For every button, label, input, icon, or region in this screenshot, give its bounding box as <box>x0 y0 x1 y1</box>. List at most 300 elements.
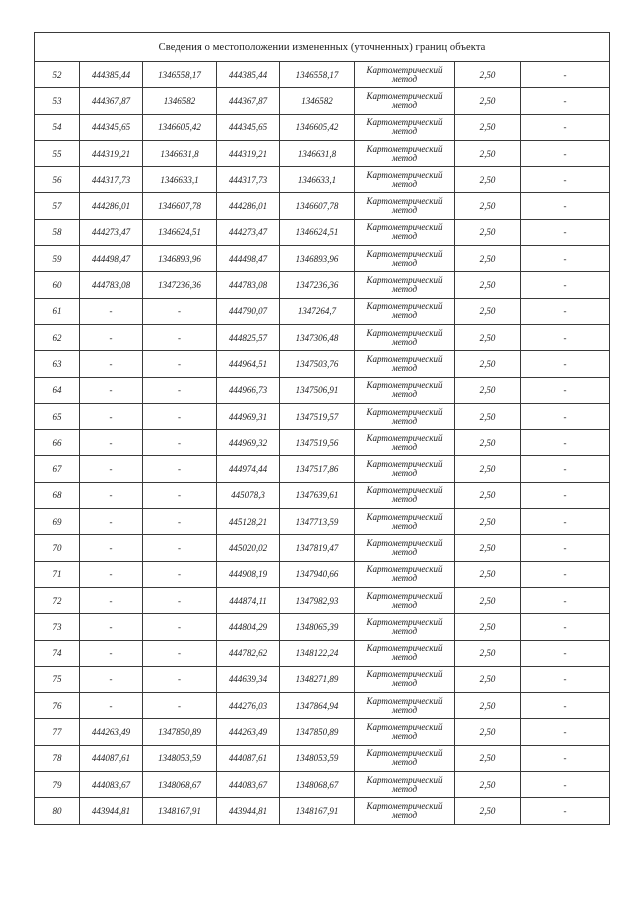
description-cell: - <box>521 719 610 745</box>
method-cell <box>355 482 455 508</box>
description-cell: - <box>521 193 610 219</box>
method-cell <box>355 324 455 350</box>
existing-y-cell: 1346633,1 <box>143 167 217 193</box>
method-label-line2: метод <box>391 415 418 426</box>
table-row <box>35 614 610 640</box>
method-cell <box>355 509 455 535</box>
existing-x-cell: 444263,49 <box>80 719 143 745</box>
method-label-line1: Картометрический <box>366 459 443 470</box>
existing-x-cell: - <box>80 640 143 666</box>
accuracy-cell: 2,50 <box>455 640 521 666</box>
method-cell <box>355 640 455 666</box>
refined-y-cell: 1347264,7 <box>280 298 355 324</box>
existing-y-cell: 1346582 <box>143 88 217 114</box>
method-label-line1: Картометрический <box>366 643 443 654</box>
description-cell: - <box>521 482 610 508</box>
description-cell: - <box>521 62 610 88</box>
description-cell: - <box>521 745 610 771</box>
point-number-cell: 79 <box>35 772 80 798</box>
existing-y-cell: 1348068,67 <box>143 772 217 798</box>
refined-y-cell: 1348053,59 <box>280 745 355 771</box>
table-row <box>35 219 610 245</box>
table-row <box>35 719 610 745</box>
refined-x-cell: 444345,65 <box>217 114 280 140</box>
table-row <box>35 640 610 666</box>
existing-x-cell: - <box>80 693 143 719</box>
refined-y-cell: 1347503,76 <box>280 351 355 377</box>
method-label-line1: Картометрический <box>366 406 443 417</box>
description-cell: - <box>521 666 610 692</box>
point-number-cell: 63 <box>35 351 80 377</box>
method-label-line2: метод <box>391 362 418 373</box>
point-number-cell: 64 <box>35 377 80 403</box>
description-cell: - <box>521 430 610 456</box>
method-label-line2: метод <box>391 573 418 584</box>
method-label-line2: метод <box>391 231 418 242</box>
point-number-cell: 58 <box>35 219 80 245</box>
point-number-cell: 65 <box>35 403 80 429</box>
point-number-cell: 56 <box>35 167 80 193</box>
point-number-cell: 68 <box>35 482 80 508</box>
refined-x-cell: 444969,32 <box>217 430 280 456</box>
refined-y-cell: 1348068,67 <box>280 772 355 798</box>
existing-y-cell: 1346605,42 <box>143 114 217 140</box>
method-label-line2: метод <box>391 310 418 321</box>
method-cell <box>355 167 455 193</box>
existing-y-cell: 1348167,91 <box>143 798 217 824</box>
method-label-line2: метод <box>391 73 418 84</box>
accuracy-cell: 2,50 <box>455 535 521 561</box>
accuracy-cell: 2,50 <box>455 693 521 719</box>
method-label-line1: Картометрический <box>366 380 443 391</box>
method-label-line1: Картометрический <box>366 64 443 75</box>
refined-x-cell: 445020,02 <box>217 535 280 561</box>
method-label-line1: Картометрический <box>366 695 443 706</box>
point-number-cell: 61 <box>35 298 80 324</box>
method-cell <box>355 219 455 245</box>
refined-y-cell: 1347982,93 <box>280 587 355 613</box>
accuracy-cell: 2,50 <box>455 614 521 640</box>
refined-y-cell: 1348065,39 <box>280 614 355 640</box>
existing-x-cell: 444087,61 <box>80 745 143 771</box>
existing-x-cell: - <box>80 403 143 429</box>
description-cell: - <box>521 640 610 666</box>
accuracy-cell: 2,50 <box>455 798 521 824</box>
existing-x-cell: 444317,73 <box>80 167 143 193</box>
existing-x-cell: 444498,47 <box>80 246 143 272</box>
table-row <box>35 666 610 692</box>
method-label-line1: Картометрический <box>366 511 443 522</box>
description-cell: - <box>521 167 610 193</box>
method-label-line2: метод <box>391 205 418 216</box>
method-cell <box>355 193 455 219</box>
table-row <box>35 298 610 324</box>
method-label-line2: метод <box>391 783 418 794</box>
refined-x-cell: 445128,21 <box>217 509 280 535</box>
method-label-line2: метод <box>391 389 418 400</box>
accuracy-cell: 2,50 <box>455 62 521 88</box>
method-label-line2: метод <box>391 757 418 768</box>
method-label-line2: метод <box>391 336 418 347</box>
refined-x-cell: 444966,73 <box>217 377 280 403</box>
existing-x-cell: - <box>80 614 143 640</box>
refined-x-cell: 444263,49 <box>217 719 280 745</box>
description-cell: - <box>521 88 610 114</box>
method-label-line2: метод <box>391 494 418 505</box>
table-title-row <box>35 33 610 62</box>
existing-x-cell: 444286,01 <box>80 193 143 219</box>
table-row <box>35 798 610 824</box>
method-label-line2: метод <box>391 441 418 452</box>
table-row <box>35 693 610 719</box>
refined-x-cell: 444639,34 <box>217 666 280 692</box>
table-row <box>35 403 610 429</box>
method-label-line1: Картометрический <box>366 117 443 128</box>
point-number-cell: 70 <box>35 535 80 561</box>
point-number-cell: 55 <box>35 140 80 166</box>
refined-y-cell: 1347639,61 <box>280 482 355 508</box>
method-cell <box>355 456 455 482</box>
point-number-cell: 72 <box>35 587 80 613</box>
description-cell: - <box>521 587 610 613</box>
point-number-cell: 52 <box>35 62 80 88</box>
refined-x-cell: 444286,01 <box>217 193 280 219</box>
method-cell <box>355 430 455 456</box>
accuracy-cell: 2,50 <box>455 772 521 798</box>
description-cell: - <box>521 535 610 561</box>
refined-y-cell: 1346633,1 <box>280 167 355 193</box>
existing-x-cell: - <box>80 324 143 350</box>
method-cell <box>355 246 455 272</box>
existing-x-cell: - <box>80 535 143 561</box>
method-label-line2: метод <box>391 809 418 820</box>
method-label-line2: метод <box>391 546 418 557</box>
existing-x-cell: 443944,81 <box>80 798 143 824</box>
refined-y-cell: 1346582 <box>280 88 355 114</box>
method-label-line2: метод <box>391 126 418 137</box>
table-row <box>35 114 610 140</box>
refined-x-cell: 444367,87 <box>217 88 280 114</box>
existing-x-cell: 444319,21 <box>80 140 143 166</box>
description-cell: - <box>521 509 610 535</box>
method-cell <box>355 666 455 692</box>
refined-x-cell: 444804,29 <box>217 614 280 640</box>
point-number-cell: 80 <box>35 798 80 824</box>
existing-x-cell: 444345,65 <box>80 114 143 140</box>
existing-y-cell: - <box>143 324 217 350</box>
point-number-cell: 69 <box>35 509 80 535</box>
method-cell <box>355 298 455 324</box>
accuracy-cell: 2,50 <box>455 456 521 482</box>
accuracy-cell: 2,50 <box>455 719 521 745</box>
accuracy-cell: 2,50 <box>455 88 521 114</box>
existing-y-cell: - <box>143 561 217 587</box>
existing-y-cell: - <box>143 693 217 719</box>
point-number-cell: 59 <box>35 246 80 272</box>
point-number-cell: 53 <box>35 88 80 114</box>
existing-y-cell: - <box>143 614 217 640</box>
existing-y-cell: - <box>143 535 217 561</box>
existing-x-cell: - <box>80 298 143 324</box>
method-cell <box>355 62 455 88</box>
refined-x-cell: 445078,3 <box>217 482 280 508</box>
existing-x-cell: - <box>80 587 143 613</box>
refined-x-cell: 444964,51 <box>217 351 280 377</box>
method-label-line2: метод <box>391 678 418 689</box>
method-cell <box>355 561 455 587</box>
method-label-line2: метод <box>391 652 418 663</box>
method-label-line1: Картометрический <box>366 590 443 601</box>
point-number-cell: 76 <box>35 693 80 719</box>
method-cell <box>355 587 455 613</box>
method-cell <box>355 403 455 429</box>
method-cell <box>355 719 455 745</box>
method-cell <box>355 377 455 403</box>
existing-y-cell: 1346607,78 <box>143 193 217 219</box>
refined-x-cell: 444974,44 <box>217 456 280 482</box>
refined-y-cell: 1347850,89 <box>280 719 355 745</box>
method-label-line1: Картометрический <box>366 275 443 286</box>
description-cell: - <box>521 693 610 719</box>
method-label-line1: Картометрический <box>366 537 443 548</box>
method-label-line1: Картометрический <box>366 353 443 364</box>
refined-x-cell: 444385,44 <box>217 62 280 88</box>
table-row <box>35 745 610 771</box>
table-row <box>35 456 610 482</box>
table-row <box>35 430 610 456</box>
refined-x-cell: 444083,67 <box>217 772 280 798</box>
accuracy-cell: 2,50 <box>455 377 521 403</box>
table-row <box>35 140 610 166</box>
method-label-line1: Картометрический <box>366 90 443 101</box>
accuracy-cell: 2,50 <box>455 587 521 613</box>
accuracy-cell: 2,50 <box>455 246 521 272</box>
method-cell <box>355 745 455 771</box>
table-row <box>35 772 610 798</box>
existing-y-cell: - <box>143 456 217 482</box>
point-number-cell: 74 <box>35 640 80 666</box>
method-label-line1: Картометрический <box>366 301 443 312</box>
refined-x-cell: 444874,11 <box>217 587 280 613</box>
method-cell <box>355 140 455 166</box>
refined-x-cell: 444498,47 <box>217 246 280 272</box>
refined-x-cell: 444783,08 <box>217 272 280 298</box>
existing-y-cell: - <box>143 377 217 403</box>
table-row <box>35 509 610 535</box>
method-label-line1: Картометрический <box>366 774 443 785</box>
method-label-line2: метод <box>391 704 418 715</box>
existing-y-cell: - <box>143 666 217 692</box>
existing-y-cell: - <box>143 298 217 324</box>
accuracy-cell: 2,50 <box>455 482 521 508</box>
method-label-line2: метод <box>391 468 418 479</box>
method-label-line2: метод <box>391 99 418 110</box>
refined-y-cell: 1346607,78 <box>280 193 355 219</box>
method-label-line1: Картометрический <box>366 432 443 443</box>
existing-y-cell: 1346558,17 <box>143 62 217 88</box>
description-cell: - <box>521 377 610 403</box>
method-label-line2: метод <box>391 178 418 189</box>
refined-x-cell: 444790,07 <box>217 298 280 324</box>
method-label-line1: Картометрический <box>366 722 443 733</box>
method-label-line1: Картометрический <box>366 748 443 759</box>
existing-y-cell: 1346624,51 <box>143 219 217 245</box>
refined-y-cell: 1347236,36 <box>280 272 355 298</box>
method-label-line1: Картометрический <box>366 669 443 680</box>
method-label-line1: Картометрический <box>366 248 443 259</box>
accuracy-cell: 2,50 <box>455 219 521 245</box>
accuracy-cell: 2,50 <box>455 298 521 324</box>
method-cell <box>355 535 455 561</box>
method-label-line1: Картометрический <box>366 222 443 233</box>
existing-y-cell: - <box>143 351 217 377</box>
description-cell: - <box>521 324 610 350</box>
point-number-cell: 78 <box>35 745 80 771</box>
existing-x-cell: 444385,44 <box>80 62 143 88</box>
refined-x-cell: 444908,19 <box>217 561 280 587</box>
existing-x-cell: - <box>80 482 143 508</box>
table-row <box>35 246 610 272</box>
description-cell: - <box>521 561 610 587</box>
description-cell: - <box>521 351 610 377</box>
method-label-line1: Картометрический <box>366 327 443 338</box>
point-number-cell: 62 <box>35 324 80 350</box>
method-cell <box>355 351 455 377</box>
table-row <box>35 272 610 298</box>
method-label-line2: метод <box>391 284 418 295</box>
boundary-coordinates-table <box>34 32 610 825</box>
existing-x-cell: - <box>80 561 143 587</box>
table-row <box>35 88 610 114</box>
method-cell <box>355 772 455 798</box>
existing-y-cell: 1346631,8 <box>143 140 217 166</box>
description-cell: - <box>521 219 610 245</box>
method-label-line1: Картометрический <box>366 196 443 207</box>
description-cell: - <box>521 614 610 640</box>
refined-y-cell: 1346631,8 <box>280 140 355 166</box>
existing-x-cell: 444273,47 <box>80 219 143 245</box>
existing-y-cell: - <box>143 430 217 456</box>
refined-x-cell: 444276,03 <box>217 693 280 719</box>
refined-y-cell: 1346624,51 <box>280 219 355 245</box>
existing-y-cell: 1347850,89 <box>143 719 217 745</box>
table-row <box>35 561 610 587</box>
method-label-line2: метод <box>391 257 418 268</box>
refined-x-cell: 444782,62 <box>217 640 280 666</box>
accuracy-cell: 2,50 <box>455 745 521 771</box>
description-cell: - <box>521 246 610 272</box>
existing-x-cell: - <box>80 377 143 403</box>
method-cell <box>355 272 455 298</box>
refined-x-cell: 444317,73 <box>217 167 280 193</box>
table-body <box>35 33 610 825</box>
method-cell <box>355 114 455 140</box>
table-row <box>35 193 610 219</box>
description-cell: - <box>521 298 610 324</box>
refined-x-cell: 443944,81 <box>217 798 280 824</box>
method-label-line1: Картометрический <box>366 800 443 811</box>
refined-y-cell: 1346558,17 <box>280 62 355 88</box>
refined-y-cell: 1346605,42 <box>280 114 355 140</box>
accuracy-cell: 2,50 <box>455 403 521 429</box>
refined-y-cell: 1347519,57 <box>280 403 355 429</box>
method-label-line1: Картометрический <box>366 616 443 627</box>
method-cell <box>355 693 455 719</box>
point-number-cell: 67 <box>35 456 80 482</box>
accuracy-cell: 2,50 <box>455 140 521 166</box>
refined-y-cell: 1347506,91 <box>280 377 355 403</box>
refined-y-cell: 1347713,59 <box>280 509 355 535</box>
method-label-line2: метод <box>391 731 418 742</box>
table-row <box>35 482 610 508</box>
refined-y-cell: 1348271,89 <box>280 666 355 692</box>
table-row <box>35 324 610 350</box>
refined-y-cell: 1347819,47 <box>280 535 355 561</box>
method-cell <box>355 614 455 640</box>
method-label-line1: Картометрический <box>366 143 443 154</box>
accuracy-cell: 2,50 <box>455 193 521 219</box>
refined-x-cell: 444273,47 <box>217 219 280 245</box>
table-row <box>35 167 610 193</box>
existing-y-cell: - <box>143 587 217 613</box>
description-cell: - <box>521 403 610 429</box>
method-label-line1: Картометрический <box>366 169 443 180</box>
point-number-cell: 60 <box>35 272 80 298</box>
method-cell <box>355 88 455 114</box>
accuracy-cell: 2,50 <box>455 561 521 587</box>
method-label-line2: метод <box>391 152 418 163</box>
existing-x-cell: 444083,67 <box>80 772 143 798</box>
method-label-line1: Картометрический <box>366 564 443 575</box>
accuracy-cell: 2,50 <box>455 167 521 193</box>
table-row <box>35 377 610 403</box>
refined-x-cell: 444319,21 <box>217 140 280 166</box>
accuracy-cell: 2,50 <box>455 430 521 456</box>
refined-y-cell: 1347519,56 <box>280 430 355 456</box>
existing-x-cell: - <box>80 430 143 456</box>
refined-y-cell: 1347517,86 <box>280 456 355 482</box>
table-row <box>35 587 610 613</box>
description-cell: - <box>521 114 610 140</box>
point-number-cell: 75 <box>35 666 80 692</box>
refined-x-cell: 444969,31 <box>217 403 280 429</box>
refined-y-cell: 1347940,66 <box>280 561 355 587</box>
existing-y-cell: 1348053,59 <box>143 745 217 771</box>
existing-x-cell: - <box>80 351 143 377</box>
existing-x-cell: - <box>80 509 143 535</box>
refined-y-cell: 1348122,24 <box>280 640 355 666</box>
method-label-line2: метод <box>391 599 418 610</box>
point-number-cell: 54 <box>35 114 80 140</box>
point-number-cell: 73 <box>35 614 80 640</box>
accuracy-cell: 2,50 <box>455 666 521 692</box>
existing-y-cell: - <box>143 482 217 508</box>
description-cell: - <box>521 772 610 798</box>
existing-x-cell: - <box>80 456 143 482</box>
method-label-line2: метод <box>391 520 418 531</box>
existing-y-cell: 1347236,36 <box>143 272 217 298</box>
refined-y-cell: 1348167,91 <box>280 798 355 824</box>
point-number-cell: 77 <box>35 719 80 745</box>
table-row <box>35 351 610 377</box>
description-cell: - <box>521 272 610 298</box>
description-cell: - <box>521 140 610 166</box>
method-cell <box>355 798 455 824</box>
accuracy-cell: 2,50 <box>455 272 521 298</box>
accuracy-cell: 2,50 <box>455 324 521 350</box>
existing-y-cell: - <box>143 640 217 666</box>
description-cell: - <box>521 798 610 824</box>
